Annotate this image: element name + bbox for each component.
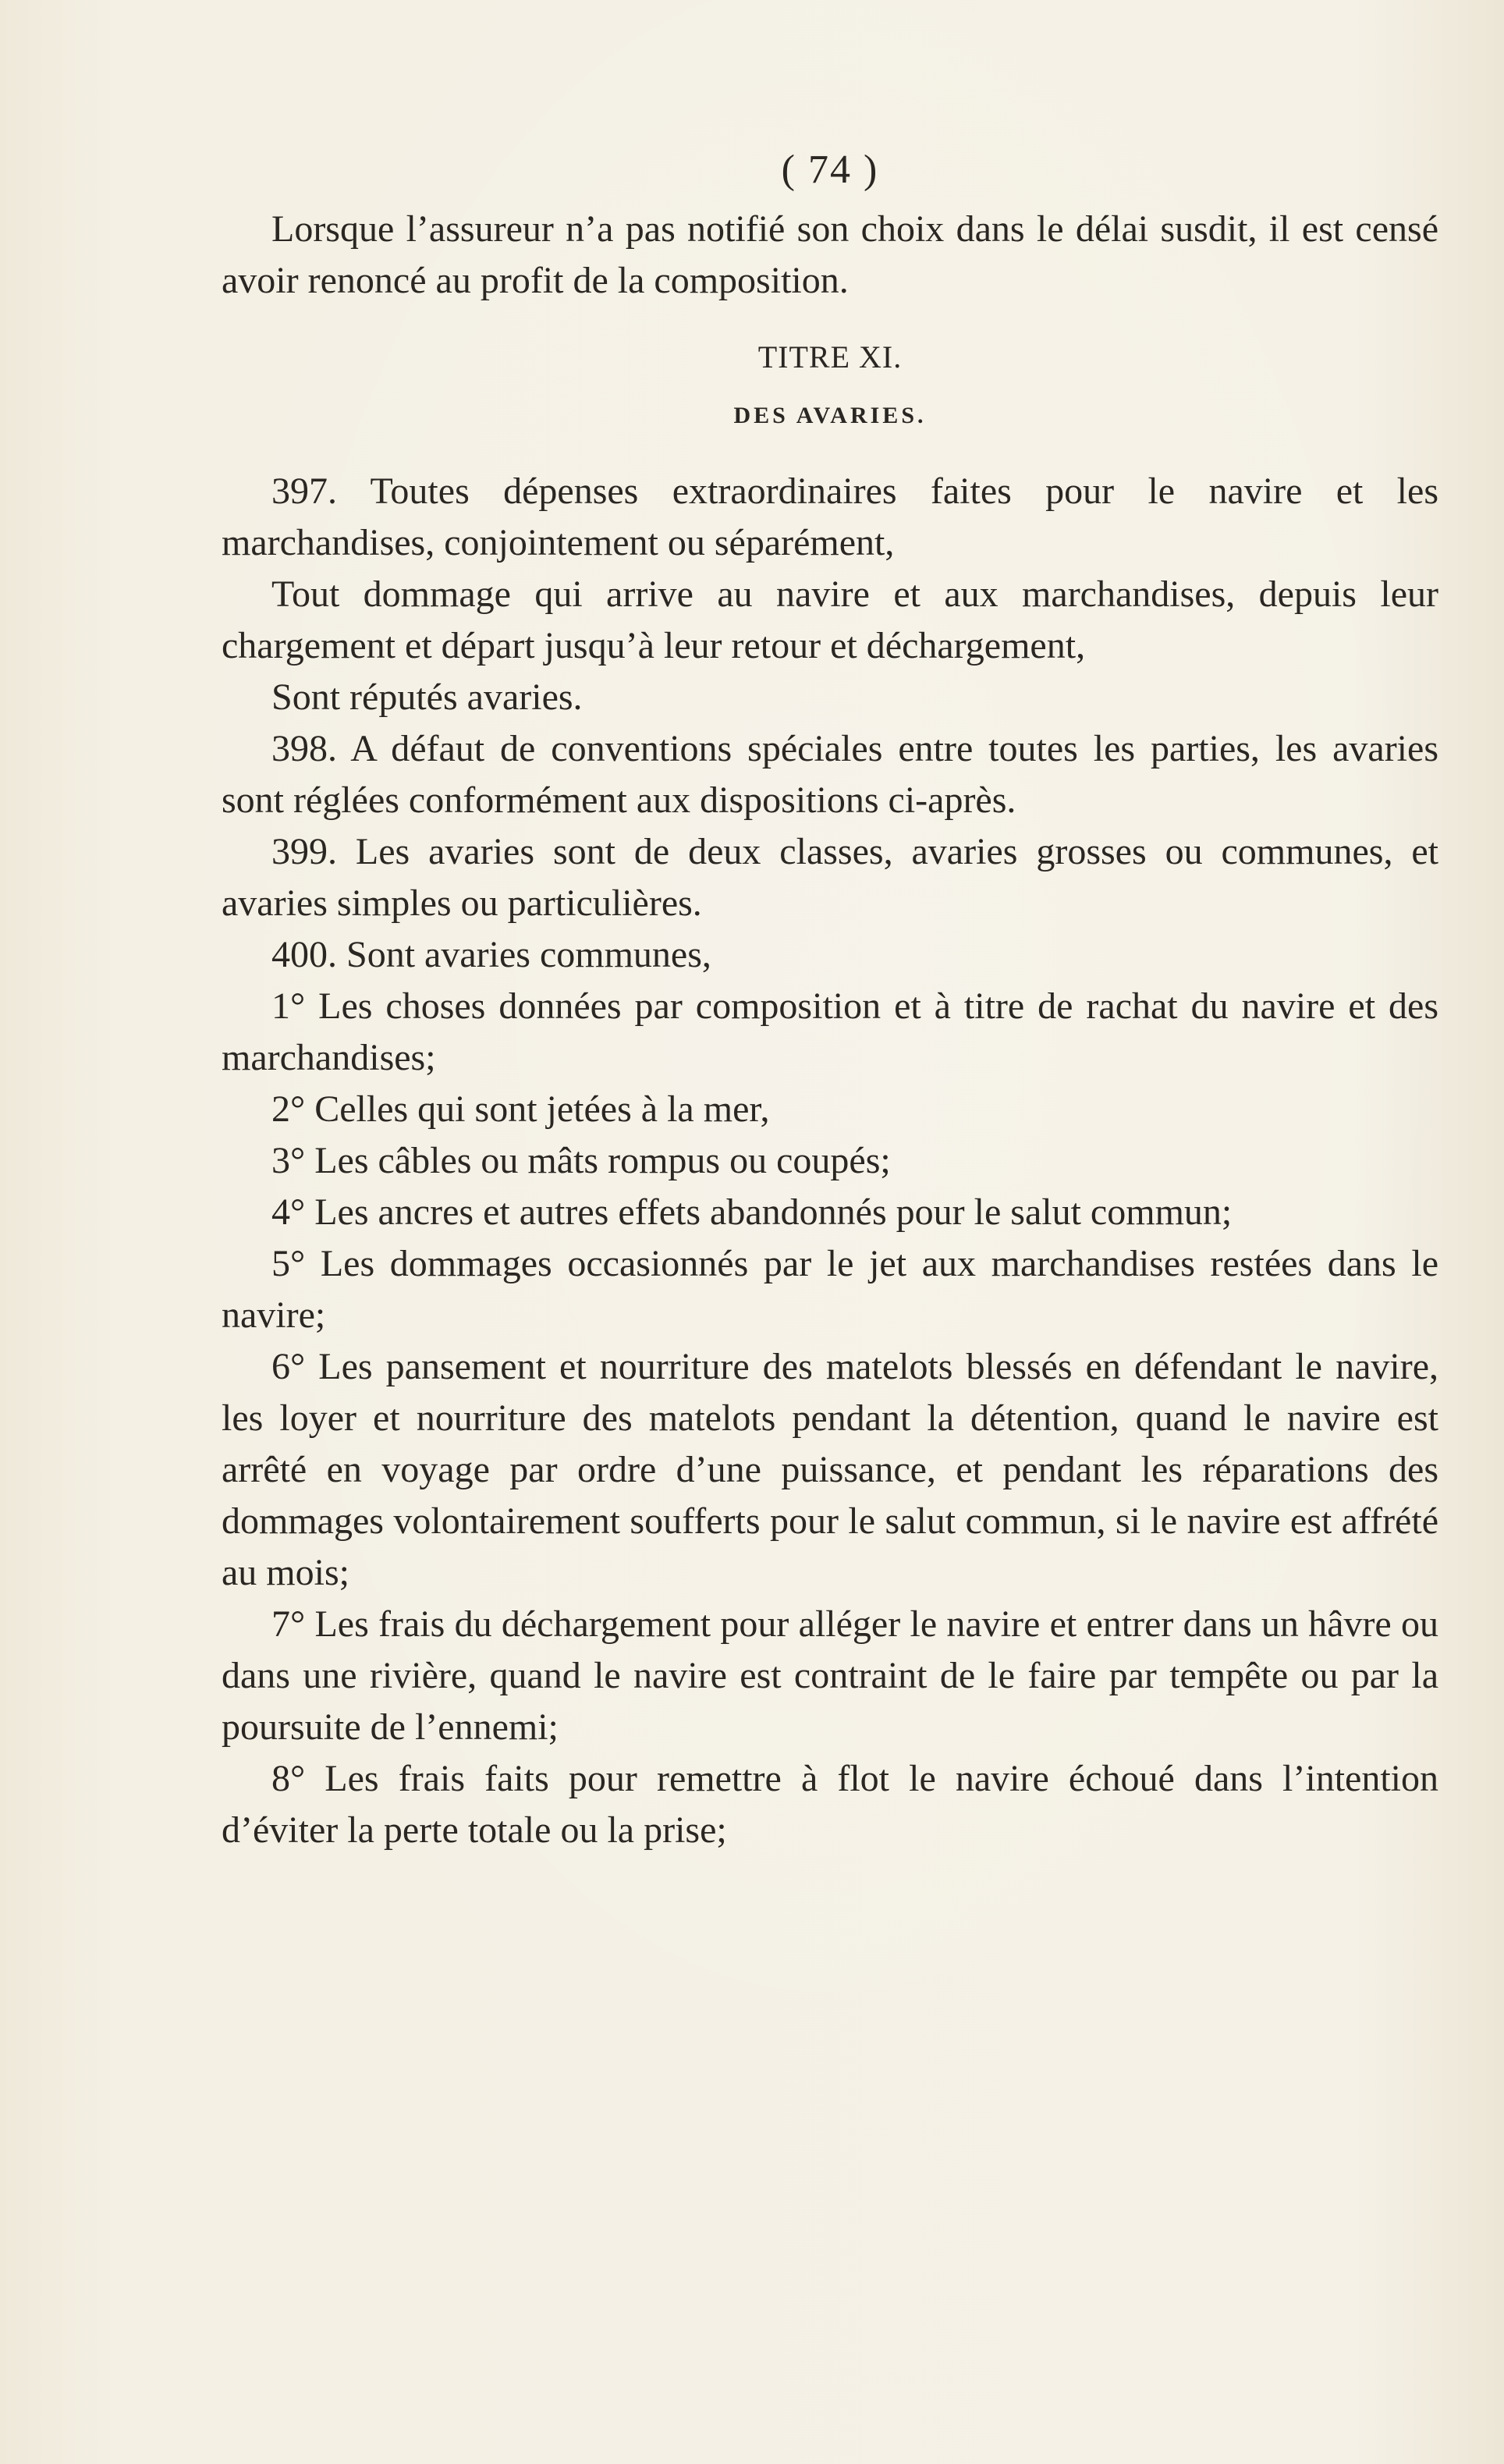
article-397-clause-3: Sont réputés avaries. [271,676,583,718]
list-item-3: 3° Les câbles ou mâts rompus ou coupés; [271,1140,891,1181]
page-content [222,137,1438,1856]
list-item-4: 4° Les ancres et autres effets abandonnés pour le salut commun; [271,1191,1233,1233]
list-item-5: 5° Les dommages occasionnés par le jet aux marchandises restées dans le navire; [222,1243,1438,1336]
article-399: 399. Les avaries sont de deux classes, avaries grosses ou communes, et avaries simples ou particulières. [222,831,1438,924]
article-397: 397. Toutes dépenses extraordinaires faites pour le navire et les marchandises, conjointement ou séparément, [222,470,1438,563]
list-item-7: 7° Les frais du déchargement pour alléger le navire et entrer dans un hâvre ou dans une rivière, quand le navire est contraint de le faire par tempête ou par la poursuite de l’ennemi; [222,1603,1438,1748]
article-397-clause-2: Tout dommage qui arrive au navire et aux marchandises, depuis leur chargement et départ jusqu’à leur retour et déchargement, [222,573,1438,666]
article-400: 400. Sont avaries communes, [271,934,711,975]
list-item-8: 8° Les frais faits pour remettre à flot le navire échoué dans l’intention d’éviter la perte totale ou la prise; [222,1758,1438,1851]
list-item-6: 6° Les pansement et nourriture des matelots blessés en défendant le navire, les loyer et nourriture des matelots pendant la détention, quand le navire est arrêté en voyage par ordre d’une puissance, et pendant les réparations des dommages volontairement soufferts pour le salut commun, si le navire est affrété au mois; [222,1346,1438,1593]
section-title: TITRE XI. [757,339,903,375]
section-subtitle: DES AVARIES. [733,403,927,428]
article-398: 398. A défaut de conventions spéciales entre toutes les parties, les avaries sont réglées conformément aux dispositions ci-après. [222,728,1438,821]
list-item-2: 2° Celles qui sont jetées à la mer, [271,1088,770,1130]
intro-paragraph: Lorsque l’assureur n’a pas notifié son choix dans le délai susdit, il est censé avoir renoncé au profit de la composition. [222,208,1438,301]
page-number: ( 74 ) [781,147,879,192]
list-item-1: 1° Les choses données par composition et à titre de rachat du navire et des marchandises; [222,985,1438,1078]
